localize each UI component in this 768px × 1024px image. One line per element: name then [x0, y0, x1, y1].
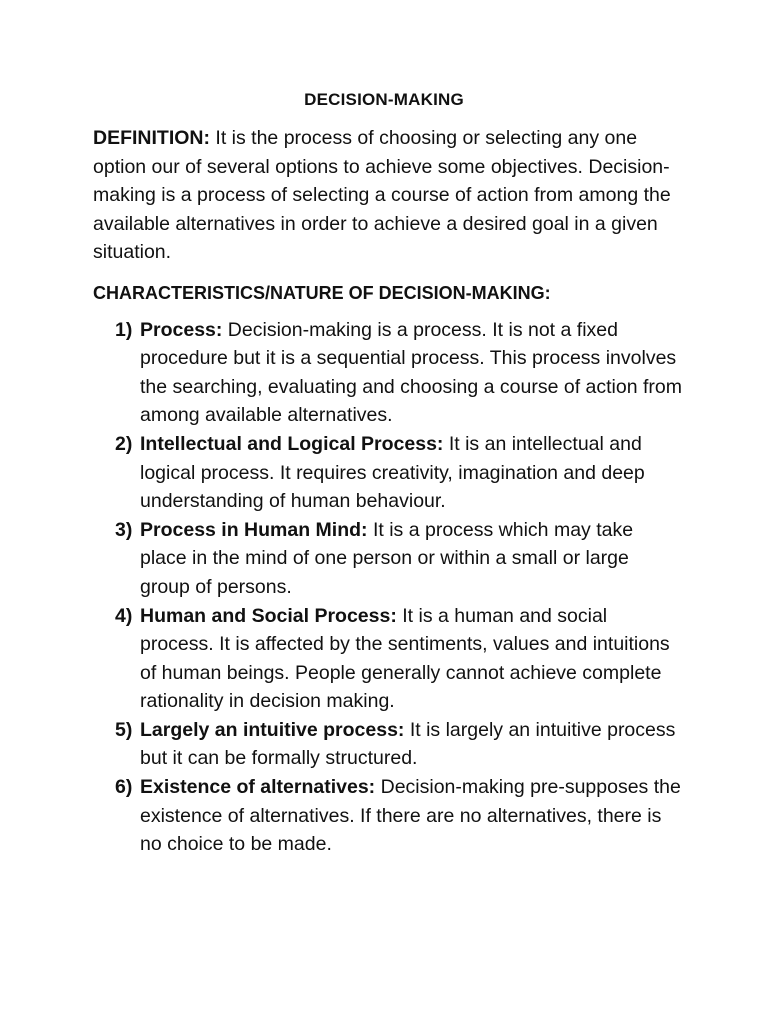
list-item — [93, 516, 683, 602]
item-text: It is a human and social process. It is affected by the sentiments, values and intuitions of human beings. People generally cannot achieve complete rationality in decision making. — [140, 604, 670, 713]
item-term: Existence of alternatives: — [140, 776, 376, 799]
definition-text: It is the process of choosing or selecting any one option our of several options to achieve some objectives. Decision-making is a process of selecting a course of action from among the available alternatives in order to achieve a desired goal in a given situation. — [93, 127, 671, 264]
list-item — [93, 773, 683, 859]
characteristics-heading: CHARACTERISTICS/NATURE OF DECISION-MAKING: — [93, 282, 551, 303]
item-term: Process: — [140, 318, 223, 341]
list-item — [93, 602, 683, 716]
definition-paragraph — [93, 124, 683, 267]
list-item — [93, 430, 683, 516]
document-body — [93, 124, 683, 859]
definition-label: DEFINITION: — [93, 127, 210, 149]
item-number: 5) — [115, 718, 133, 741]
item-text: It is a process which may take place in the mind of one person or within a small or large group of persons. — [140, 518, 634, 598]
item-text: Decision-making is a process. It is not a fixed procedure but it is a sequential process. This process involves the searching, evaluating and choosing a course of action from among available alternatives. — [140, 318, 683, 427]
item-number: 4) — [115, 604, 133, 627]
page-title: DECISION-MAKING — [304, 90, 464, 109]
item-term: Human and Social Process: — [140, 604, 397, 627]
item-text: Decision-making pre-supposes the existence of alternatives. If there are no alternatives, there is no choice to be made. — [140, 776, 681, 856]
item-number: 2) — [115, 432, 133, 455]
item-term: Intellectual and Logical Process: — [140, 432, 444, 455]
item-number: 6) — [115, 776, 133, 799]
list-item — [93, 316, 683, 430]
item-term: Largely an intuitive process: — [140, 718, 405, 741]
item-number: 3) — [115, 518, 133, 541]
item-term: Process in Human Mind: — [140, 518, 368, 541]
characteristics-list — [93, 316, 683, 859]
item-text: It is largely an intuitive process but it can be formally structured. — [140, 718, 676, 770]
item-number: 1) — [115, 318, 133, 341]
list-item — [93, 716, 683, 773]
item-text: It is an intellectual and logical process. It requires creativity, imagination and deep understanding of human behaviour. — [140, 432, 645, 513]
